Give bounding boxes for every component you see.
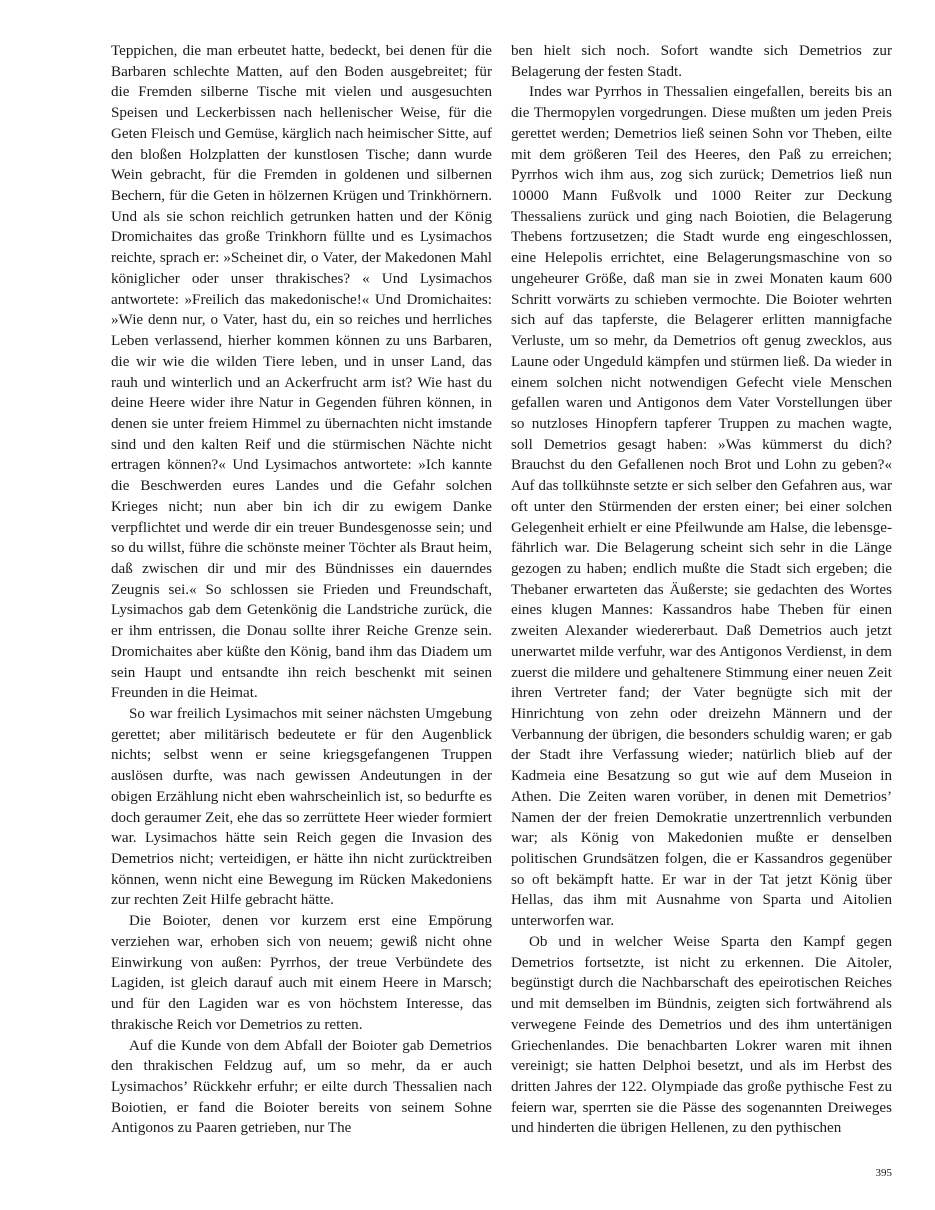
paragraph-left-1: Teppichen, die man erbeutet hatte, bedeckt, bei denen für die Barbaren schlechte Matten, auf den Boden ausgebreitet; für die Fremden silberne Tische mit vielen und ausgesuchten Speisen und Leckerbissen nach hellenischer Weise, für die Geten Fleisch und Gemüse, kärglich nach heimischer Sitte, auf den bloßen Holzplatten der kunstlosen Tische; dann wurde Wein gebracht, für die Fremden in goldenen und silbernen Bechern, für die Geten in hölzernen Krügen und Trinkhörnern. Und als sie schon reichlich getrunken hatten und der König Dromichaites das große Trinkhorn füllte und es Lysimachos reichte, sprach er: »Scheinet dir, o Vater, der Makedonen Mahl königlicher oder unser thrakisches? « Und Lysimachos antwortete: »Freilich das makedonische!« Und Dromichaites: »Wie denn nur, o Vater, hast du, ein so reiches und herrliches Leben verlassend, hierher kommen können zu uns Barbaren, die wir wie die wilden Tiere leben, und in unser Land, das rauh und winterlich und an Ackerfrucht arm ist? Wie hast du deine Heere wider ihre Natur in Gegenden führen können, in denen sie unter freiem Himmel zu übernachten nicht imstande sind und den kalten Reif und die stürmischen Nächte nicht ertragen können?« Und Lysimachos antwortete: »Ich kannte die Beschwerden eures Landes und die Gefahr solchen Krieges nicht; nun aber bin ich dir zu ewigem Danke verpflichtet und werde dir ein treuer Bundesgenosse sein; und so du willst, führe die schönste meiner Töchter als Braut heim, daß zwischen dir und mir des Bündnisses ein dauerndes Zeugnis sei.« So schlossen sie Frieden und Freundschaft, Lysimachos gab dem Getenkönig die Landstriche zurück, die er ihm entrissen, die Donau sollte ihrer Reiche Grenze sein. Dromichaites aber küßte den König, band ihm das Diadem um sein Haupt und entsandte ihn reich beschenkt mit seinen Freunden in die Heimat. [111, 43, 492, 702]
paragraph-left-2: So war freilich Lysimachos mit seiner nächsten Umgebung gerettet; aber militärisch bedeutete er für den Augenblick nichts; selbst wenn er seine kriegsgefangenen Truppen auslösen durfte, was nach gewissen Andeutungen in der obigen Erzählung nicht eben wahrscheinlich ist, so bedurfte es doch geraumer Zeit, ehe das so zerrüttete Heer wieder formiert war. Lysimachos hätte sein Reich gegen die Invasion des Demetrios nicht; verteidigen, er hätte ihn nicht zurücktreiben können, wenn nicht eine Bewegung im Rücken Makedoniens zur rechten Zeit Hilfe gebracht hätte. [111, 706, 492, 909]
paragraph-right-2: Indes war Pyrrhos in Thessalien eingefallen, bereits bis an die Thermopylen vorgedrungen. Diese mußten um jeden Preis gerettet werden; Demetrios ließ seinen Sohn vor Theben, eilte mit dem größeren Teil des Heeres, den Paß zu erreichen; Pyrrhos wich ihm aus, zog sich zurück; Demetrios ließ nun 10000 Mann Fußvolk und 1000 Reiter zur Deckung Thessaliens zurück und ging nach Boiotien, die Belagerung Thebens fortzusetzen; die Stadt wurde eng eingeschlossen, eine Helepolis errichtet, eine Belagerungsmaschine von so ungeheurer Größe, daß man sie in zwei Monaten kaum 600 Schritt vorwärts zu schieben vermochte. Die Boioter wehrten sich auf das tapferste, die Belagerer erlitten mannigfache Verluste, um so mehr, da Demetrios oft genug zwecklos, aus Laune oder Ungeduld kämpfen und stürmen ließ. Da wieder in einem solchen nicht notwendigen Gefecht viele Menschen gefallen waren und Antigonos dem Vater Vorstellungen über so nutzloses Hinopfern tapferer Truppen zu machen wagte, soll Demetrios gesagt haben: »Was kümmerst du dich? Brauchst du den Gefallenen noch Brot und Lohn zu geben?« Auf das tollkühnste setzte er sich selber den Gefahren aus, war oft unter den Stürmenden der ersten einer; bei einer solchen Gelegenheit erhielt er eine Pfeilwunde am Halse, die lebensgefährlich war. Die Belagerung scheint sich sehr in die Länge gezogen zu haben; endlich mußte die Stadt sich ergeben; die Thebaner erwarteten das Äußerste; sie gedachten des Wortes eines klugen Mannes: Kassandros habe Theben für einen zweiten Alexander wiedererbaut. Daß Demetrios auch jetzt unerwartet milde verfuhr, war des Antigonos Verdienst, in dem zuerst die mildere und gehaltenere Stimmung einer neuen Zeit ihren Vertreter fand; der Vater begnügte sich mit der Hinrichtung von zehn oder dreizehn Männern und der Verbannung der übrigen, die besonders schuldig waren; er gab der Stadt ihre Verfassung wieder; natürlich blieb auf der Kadmeia eine Besatzung so gut wie auf dem Museion in Athen. Die Zeiten waren vorüber, in denen mit Demetrios’ Namen der der freien Demokratie unzertrennlich verbunden war; als König von Makedonien mußte er denselben politischen Grundsätzen folgen, die er Kassandros gegenüber so oft bekämpft hatte. Er war in der Tat jetzt König über Hellas, das ihm mit Ausnahme von Sparta und Aitolien unterworfen war. [511, 84, 892, 930]
paragraph-left-3: Die Boioter, denen vor kurzem erst eine Empörung verziehen war, erhoben sich von neuem; gewiß nicht ohne Einwirkung von außen: Pyrrhos, der treue Verbündete des Lagiden, ist gleich darauf auch mit einem Heere in Marsch; und für den Lagiden war es von höchstem Interesse, das thrakische Reich vor Demetrios zu retten. [111, 913, 492, 1033]
paragraph-left-4: Auf die Kunde von dem Abfall der Boioter gab Demetrios den thrakischen Feldzug auf, um so mehr, da er auch Lysimachos’ Rückkehr erfuhr; er eilte durch Thessalien nach Boiotien, er fand die Boioter bereits von seinem Sohne Antigonos zu Paaren getrieben, nur The [111, 1037, 492, 1137]
right-text-column [511, 41, 892, 1139]
left-text-column [111, 41, 492, 1139]
paragraph-right-1: ben hielt sich noch. Sofort wandte sich Demetrios zur Belagerung der festen Stadt. [511, 43, 892, 80]
paragraph-right-3: Ob und in welcher Weise Sparta den Kampf gegen Demetrios fortsetzte, ist nicht zu erkennen. Die Aitoler, begünstigt durch die Nachbarschaft des epeirotischen Reiches und mit demselben im Bündnis, zeigten sich fortwährend als verwegene Feinde des Demetrios und des ihm untertänigen Griechenlandes. Die benachbarten Lokrer waren mit ihnen vereinigt; sie hatten Delphoi besetzt, und als im Herbst des dritten Jahres der 122. Olympiade das große pythische Fest zu feiern war, sperrten sie die Pässe des sogenannten Dreiweges und hinderten die übrigen Hellenen, zu den pythischen [511, 933, 892, 1137]
page-number: 395 [875, 1167, 892, 1179]
